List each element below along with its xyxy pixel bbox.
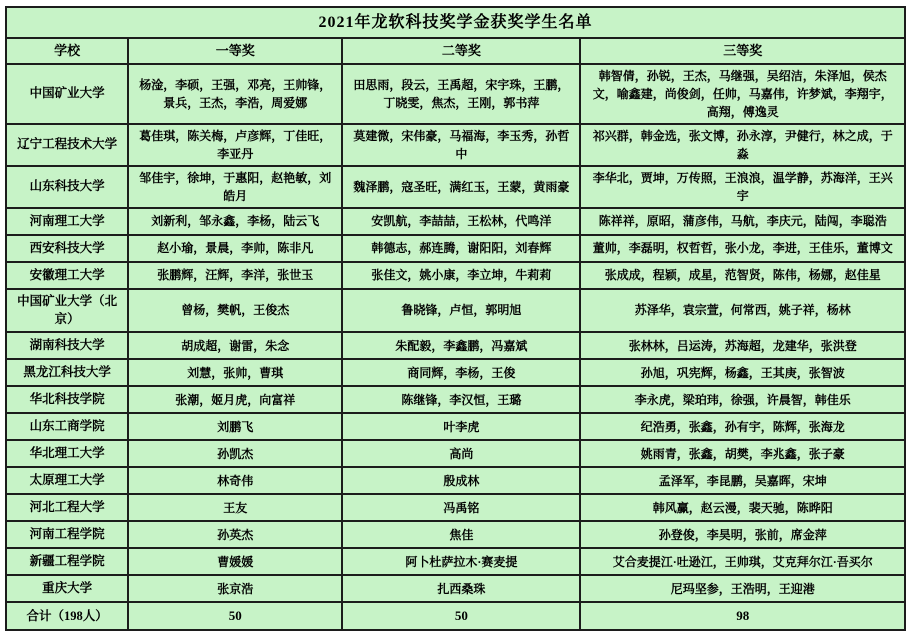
- cell-third-prize: 李永虎，梁珀玮，徐强，许晨智，韩佳乐: [580, 386, 905, 413]
- cell-first-prize: 刘鹏飞: [128, 413, 342, 440]
- cell-third-prize: 尼玛坚参，王浩明，王迎港: [580, 575, 905, 602]
- total-label: 合计（198人）: [6, 602, 128, 630]
- cell-school: 中国矿业大学（北京）: [6, 289, 128, 333]
- cell-second-prize: 焦佳: [342, 521, 580, 548]
- cell-first-prize: 张京浩: [128, 575, 342, 602]
- title-row: [6, 7, 905, 38]
- cell-second-prize: 朱配毅，李鑫鹏，冯嘉斌: [342, 332, 580, 359]
- cell-third-prize: 苏泽华，袁宗萱，何常西，姚子祥，杨林: [580, 289, 905, 333]
- table-row: [6, 413, 905, 440]
- document-title: 2021年龙软科技奖学金获奖学生名单: [6, 7, 905, 38]
- cell-third-prize: 孙登俊，李昊明，张前，席金萍: [580, 521, 905, 548]
- scholarship-table-sheet: [5, 6, 906, 631]
- cell-school: 中国矿业大学: [6, 64, 128, 124]
- cell-first-prize: 孙英杰: [128, 521, 342, 548]
- cell-second-prize: 韩德志，郝连腾，谢阳阳，刘春辉: [342, 235, 580, 262]
- cell-school: 太原理工大学: [6, 467, 128, 494]
- cell-school: 黑龙江科技大学: [6, 359, 128, 386]
- table-row: [6, 359, 905, 386]
- cell-second-prize: 田思雨，段云，王禹超，宋宇珠，王鹏，丁晓雯，焦杰，王刚，郭书萍: [342, 64, 580, 124]
- cell-second-prize: 殷成林: [342, 467, 580, 494]
- cell-school: 新疆工程学院: [6, 548, 128, 575]
- table-row: [6, 166, 905, 208]
- cell-school: 安徽理工大学: [6, 262, 128, 289]
- cell-first-prize: 曹媛媛: [128, 548, 342, 575]
- table-row: [6, 208, 905, 235]
- cell-first-prize: 葛佳琪，陈关梅，卢彦辉，丁佳旺，李亚丹: [128, 124, 342, 166]
- header-row: [6, 38, 905, 64]
- table-row: [6, 467, 905, 494]
- cell-school: 辽宁工程技术大学: [6, 124, 128, 166]
- cell-third-prize: 张林林，吕运涛，苏海超，龙建华，张洪登: [580, 332, 905, 359]
- cell-first-prize: 邹佳宇，徐坤，于惠阳，赵艳敏，刘皓月: [128, 166, 342, 208]
- table-row: [6, 548, 905, 575]
- table-row: [6, 575, 905, 602]
- cell-third-prize: 纪浩勇，张鑫，孙有宇，陈辉，张海龙: [580, 413, 905, 440]
- cell-school: 山东工商学院: [6, 413, 128, 440]
- table-row: [6, 64, 905, 124]
- cell-school: 河南工程学院: [6, 521, 128, 548]
- cell-school: 华北理工大学: [6, 440, 128, 467]
- cell-first-prize: 刘慧，张帅，曹琪: [128, 359, 342, 386]
- cell-first-prize: 刘新利，邹永鑫，李杨，陆云飞: [128, 208, 342, 235]
- cell-second-prize: 商同辉，李杨，王俊: [342, 359, 580, 386]
- cell-second-prize: 张佳文，姚小康，李立坤，牛莉莉: [342, 262, 580, 289]
- column-header-third-prize: 三等奖: [580, 38, 905, 64]
- cell-first-prize: 赵小瑜，景晨，李帅，陈非凡: [128, 235, 342, 262]
- cell-first-prize: 王友: [128, 494, 342, 521]
- total-row: [6, 602, 905, 630]
- column-header-second-prize: 二等奖: [342, 38, 580, 64]
- cell-first-prize: 张潮，姬月虎，向富祥: [128, 386, 342, 413]
- table-row: [6, 521, 905, 548]
- cell-third-prize: 祁兴群，韩金选，张文博，孙永淳，尹健行，林之成，于淼: [580, 124, 905, 166]
- cell-third-prize: 艾合麦提江·吐逊江，王帅琪，艾克拜尔江·吾买尔: [580, 548, 905, 575]
- cell-first-prize: 张鹏辉，汪辉，李洋，张世玉: [128, 262, 342, 289]
- cell-third-prize: 张成成，程颖，成星，范智贤，陈伟，杨娜，赵佳星: [580, 262, 905, 289]
- cell-second-prize: 叶李虎: [342, 413, 580, 440]
- scholarship-table: [5, 6, 906, 631]
- total-second-prize-count: 50: [342, 602, 580, 630]
- cell-third-prize: 韩智倩，孙锐，王杰，马继强，吴绍洁，朱泽旭，侯杰文，喻鑫建，尚俊剑，任帅，马嘉伟，许梦斌，李翔宇，高翔，傅逸灵: [580, 64, 905, 124]
- cell-second-prize: 莫建微，宋伟豪，马福海，李玉秀，孙哲中: [342, 124, 580, 166]
- cell-second-prize: 陈继锋，李汉恒，王璐: [342, 386, 580, 413]
- cell-third-prize: 董帅，李磊明，权哲哲，张小龙，李进，王佳乐，董博文: [580, 235, 905, 262]
- cell-school: 山东科技大学: [6, 166, 128, 208]
- table-body: [6, 64, 905, 603]
- table-row: [6, 332, 905, 359]
- table-row: [6, 235, 905, 262]
- cell-school: 华北科技学院: [6, 386, 128, 413]
- cell-school: 河北工程大学: [6, 494, 128, 521]
- table-row: [6, 494, 905, 521]
- table-row: [6, 440, 905, 467]
- column-header-school: 学校: [6, 38, 128, 64]
- column-header-first-prize: 一等奖: [128, 38, 342, 64]
- cell-second-prize: 高尚: [342, 440, 580, 467]
- cell-second-prize: 鲁晓锋，卢恒，郭明旭: [342, 289, 580, 333]
- cell-school: 西安科技大学: [6, 235, 128, 262]
- cell-first-prize: 孙凯杰: [128, 440, 342, 467]
- cell-third-prize: 姚雨青，张鑫，胡樊，李兆鑫，张子豪: [580, 440, 905, 467]
- cell-school: 河南理工大学: [6, 208, 128, 235]
- cell-first-prize: 林奇伟: [128, 467, 342, 494]
- cell-third-prize: 韩风赢，赵云漫，裴天驰，陈晔阳: [580, 494, 905, 521]
- cell-first-prize: 杨淦，李硕，王强，邓亮，王帅锋，景兵，王杰，李浩，周爱娜: [128, 64, 342, 124]
- cell-second-prize: 冯禹铭: [342, 494, 580, 521]
- cell-second-prize: 安凯航，李喆喆，王松林，代鸣洋: [342, 208, 580, 235]
- cell-third-prize: 李华北，贾坤，万传照，王浪浪，温学静，苏海洋，王兴宇: [580, 166, 905, 208]
- cell-first-prize: 曾杨，樊帆，王俊杰: [128, 289, 342, 333]
- cell-school: 湖南科技大学: [6, 332, 128, 359]
- total-third-prize-count: 98: [580, 602, 905, 630]
- total-first-prize-count: 50: [128, 602, 342, 630]
- cell-second-prize: 扎西桑珠: [342, 575, 580, 602]
- cell-third-prize: 孙旭，巩宪辉，杨鑫，王其庚，张智波: [580, 359, 905, 386]
- cell-school: 重庆大学: [6, 575, 128, 602]
- table-row: [6, 124, 905, 166]
- cell-second-prize: 魏泽鹏，寇圣旺，满红玉，王蒙，黄雨豪: [342, 166, 580, 208]
- table-row: [6, 262, 905, 289]
- cell-second-prize: 阿卜杜萨拉木·赛麦提: [342, 548, 580, 575]
- cell-first-prize: 胡成超，谢雷，朱念: [128, 332, 342, 359]
- table-row: [6, 289, 905, 333]
- table-row: [6, 386, 905, 413]
- cell-third-prize: 陈祥祥，原昭，蒲彦伟，马航，李庆元，陆闯，李聪浩: [580, 208, 905, 235]
- cell-third-prize: 孟泽军，李昆鹏，吴嘉晖，宋坤: [580, 467, 905, 494]
